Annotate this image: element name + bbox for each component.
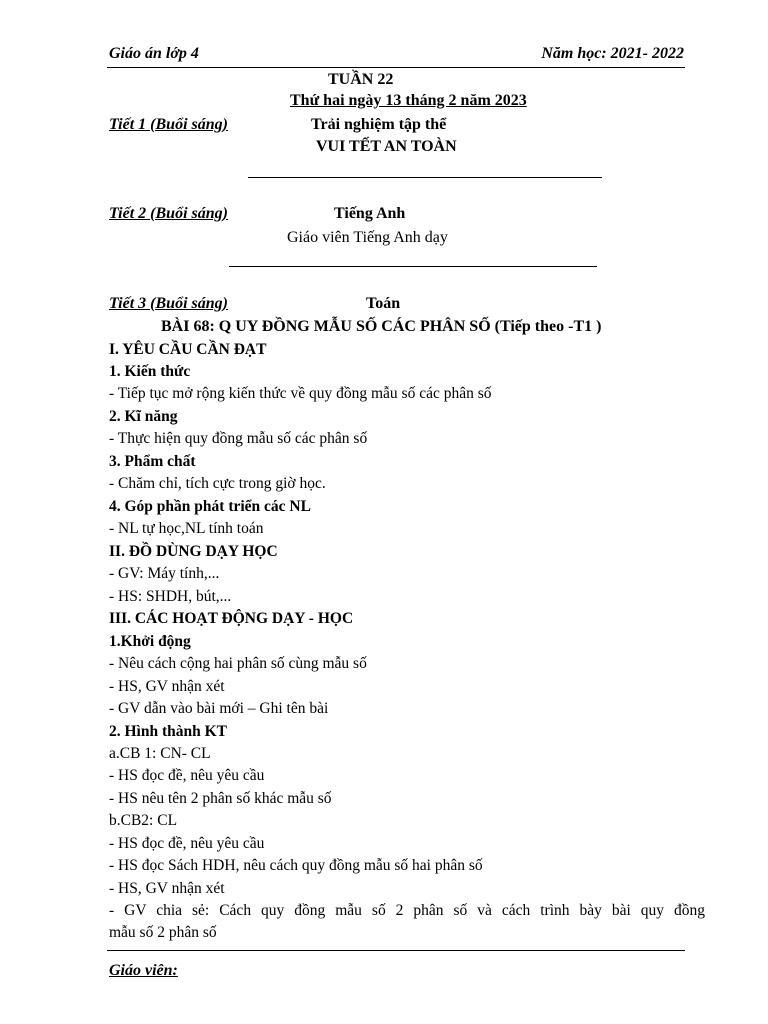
body-line: - GV dẫn vào bài mới – Ghi tên bài — [109, 700, 329, 717]
body-line: - HS, GV nhận xét — [109, 880, 225, 897]
header-left: Giáo án lớp 4 — [109, 45, 199, 62]
period2-label: Tiết 2 (Buổi sáng) — [109, 205, 228, 222]
body-line: - Chăm chỉ, tích cực trong giờ học. — [109, 475, 326, 492]
body-line-justified: - GV chia sẻ: Cách quy đồng mẫu số 2 phân số và cách trình bày bài quy đồng — [109, 902, 705, 919]
period1-divider — [248, 177, 602, 178]
body-line: - HS: SHDH, bút,... — [109, 588, 232, 605]
subsection-heading: 2. Kĩ năng — [109, 408, 178, 425]
lesson-title: BÀI 68: Q UY ĐỒNG MẪU SỐ CÁC PHÂN SỐ (Tiếp theo -T1 ) — [161, 318, 602, 335]
footer-divider — [107, 950, 685, 951]
week-title: TUẦN 22 — [328, 71, 394, 88]
footer-teacher-label: Giáo viên: — [109, 962, 178, 979]
body-line: mẫu số 2 phân số — [109, 924, 217, 941]
body-line: a.CB 1: CN- CL — [109, 745, 211, 762]
body-line: - HS đọc Sách HDH, nêu cách quy đồng mẫu số hai phân số — [109, 857, 483, 874]
period1-title: VUI TẾT AN TOÀN — [316, 138, 457, 155]
section-heading: I. YÊU CẦU CẦN ĐẠT — [109, 341, 267, 358]
period2-subject: Tiếng Anh — [334, 205, 406, 222]
body-line: - HS nêu tên 2 phân số khác mẫu số — [109, 790, 332, 807]
subsection-heading: 2. Hình thành KT — [109, 723, 228, 740]
section-heading: III. CÁC HOẠT ĐỘNG DẠY - HỌC — [109, 610, 354, 627]
body-line: - Nêu cách cộng hai phân số cùng mẫu số — [109, 655, 367, 672]
body-line: - Thực hiện quy đồng mẫu số các phân số — [109, 430, 368, 447]
header-right: Năm học: 2021- 2022 — [541, 45, 684, 62]
period3-label: Tiết 3 (Buổi sáng) — [109, 295, 228, 312]
period1-label: Tiết 1 (Buổi sáng) — [109, 116, 228, 133]
subsection-heading: 1. Kiến thức — [109, 363, 191, 380]
body-line: - HS đọc đề, nêu yêu cầu — [109, 835, 265, 852]
period2-note: Giáo viên Tiếng Anh dạy — [287, 229, 448, 246]
period2-divider — [229, 266, 597, 267]
section-heading: II. ĐỒ DÙNG DẠY HỌC — [109, 543, 278, 560]
body-line: - HS đọc đề, nêu yêu cầu — [109, 767, 265, 784]
date-line: Thứ hai ngày 13 tháng 2 năm 2023 — [290, 92, 527, 109]
subsection-heading: 1.Khởi động — [109, 633, 191, 650]
body-line: - HS, GV nhận xét — [109, 678, 225, 695]
body-line: - Tiếp tục mở rộng kiến thức về quy đồng mẫu số các phân số — [109, 385, 492, 402]
subsection-heading: 3. Phẩm chất — [109, 453, 196, 470]
period1-subject: Trải nghiệm tập thể — [311, 116, 447, 133]
header-divider — [107, 67, 685, 68]
body-line: - NL tự học,NL tính toán — [109, 520, 264, 537]
body-line: - GV: Máy tính,... — [109, 565, 220, 582]
period3-subject: Toán — [366, 295, 401, 312]
body-line: b.CB2: CL — [109, 812, 178, 829]
subsection-heading: 4. Góp phần phát triển các NL — [109, 498, 311, 515]
